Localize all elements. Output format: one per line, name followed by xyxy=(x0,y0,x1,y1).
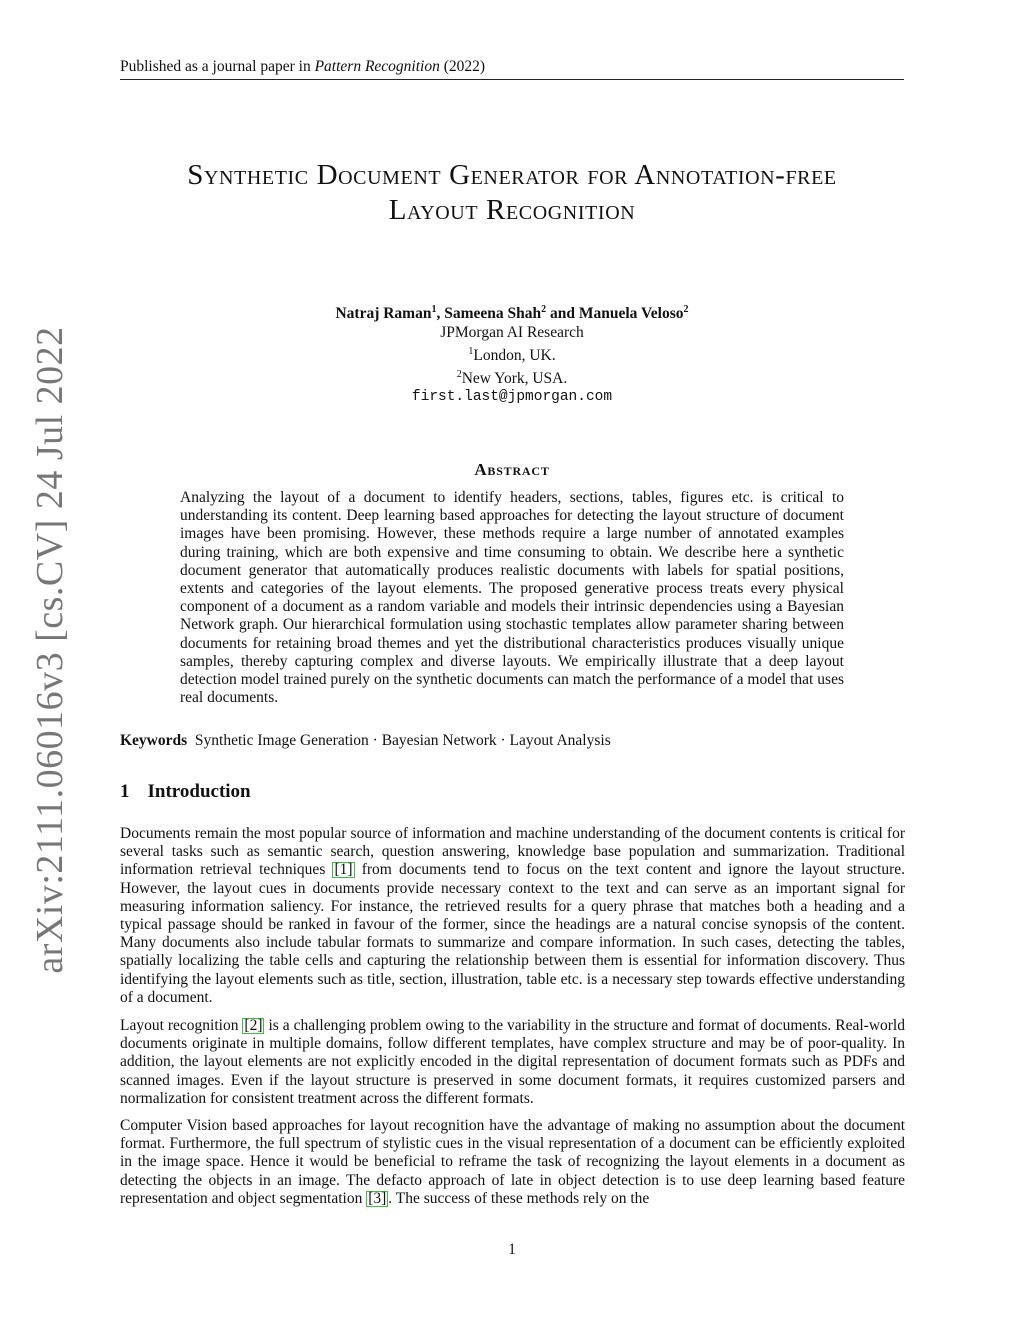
journal-name: Pattern Recognition xyxy=(314,58,440,75)
abstract-heading: Abstract xyxy=(474,460,550,479)
paragraph-1 xyxy=(120,825,905,1007)
location-2-text: New York, USA. xyxy=(461,370,568,388)
keywords-text: Synthetic Image Generation · Bayesian Network · Layout Analysis xyxy=(194,732,611,749)
running-header xyxy=(120,58,904,80)
paragraph-2-text-a: Layout recognition xyxy=(120,1017,243,1034)
author-2: , Sameena Shah xyxy=(436,305,542,323)
paragraph-2-text-b: is a challenging problem owing to the variability in the structure and format of documents. Real-world documents originate in multiple domains, follow different templates, have complex structure and may be of poor-quality. In addition, the layout elements are not explicitly encoded in the digital representation of document formats such as PDFs and scanned images. Even if the layout structure is preserved in some document formats, it requires customized parsers and normalization for consistent treatment across the different formats. xyxy=(120,1017,905,1107)
section-number: 1 xyxy=(120,781,130,802)
abstract-text: Analyzing the layout of a document to identify headers, sections, tables, figures etc. is critical to understanding its content. Deep learning based approaches for detecting the layout structure of document images have been promising. However, these methods require a large number of annotated examples during training, which are both expensive and time consuming to obtain. We describe here a synthetic document generator that automatically produces realistic documents with labels for spatial positions, extents and categories of the layout elements. The proposed generative process treats every physical component of a document as a random variable and models their intrinsic dependencies using a Bayesian Network graph. Our hierarchical formulation using stochastic templates allow parameter sharing between documents for retaining broad themes and yet the distributional characteristics produces visually unique samples, thereby capturing complex and diverse layouts. We empirically illustrate that a deep layout detection model trained purely on the synthetic documents can match the performance of a model that uses real documents. xyxy=(180,489,844,707)
location-1 xyxy=(200,342,824,365)
affil-sup: 2 xyxy=(541,304,547,315)
paper-title xyxy=(100,158,924,228)
affiliation: JPMorgan AI Research xyxy=(440,324,584,342)
email-address: first.last@jpmorgan.com xyxy=(411,389,613,406)
keywords-label: Keywords xyxy=(120,732,188,749)
arxiv-stamp: arXiv:2111.06016v3 [cs.CV] 24 Jul 2022 xyxy=(29,326,71,974)
paragraph-1-text-b: from documents tend to focus on the text content and ignore the layout structure. However, the layout cues in documents provide necessary context to the text and can serve as an important signal for measuring information saliency. For instance, the retrieved results for a query phrase that matches both a heading and a typical passage should be ranked in favour of the former, since the headings are a natural concise synopsis of the content. Many documents also include tabular formats to summarize and compare information. In such cases, detecting the tables, spatially localizing the table cells and capturing the relationship between them is essential for information discovery. Thus identifying the layout elements such as title, section, illustration, table etc. is a necessary step towards effective understanding of a document. xyxy=(120,861,905,1006)
section-title: Introduction xyxy=(147,781,251,802)
affil-sup: 2 xyxy=(456,369,462,381)
affil-sup: 1 xyxy=(468,346,474,358)
citation-link-3[interactable]: [3] xyxy=(368,1189,387,1207)
author-1: Natraj Raman xyxy=(335,305,432,323)
paragraph-1-text-a: Documents remain the most popular source of information and machine understanding of the document contents is critical for several tasks such as semantic search, question answering, knowledge base population and summarization. Traditional information retrieval techniques xyxy=(120,825,905,879)
paragraph-2 xyxy=(120,1017,905,1108)
author-names xyxy=(200,300,824,323)
location-2 xyxy=(200,365,824,388)
page-number: 1 xyxy=(508,1241,516,1258)
title-line-2: Layout Recognition xyxy=(388,194,636,226)
paragraph-3 xyxy=(120,1117,905,1208)
author-block xyxy=(200,300,824,407)
paragraph-3-text-a: Computer Vision based approaches for layout recognition have the advantage of making no assumption about the document format. Furthermore, the full spectrum of stylistic cues in the visual representation of a document can be efficiently exploited in the image space. Hence it would be beneficial to reframe the task of recognizing the layout elements in a document as detecting the objects in an image. The defacto approach of late in object detection is to use deep learning based feature representation and object segmentation xyxy=(120,1117,905,1207)
header-suffix: (2022) xyxy=(439,58,486,75)
section-heading xyxy=(120,781,251,803)
keywords xyxy=(120,732,904,750)
header-prefix: Published as a journal paper in xyxy=(120,58,315,75)
paragraph-3-text-b: . The success of these methods rely on the xyxy=(388,1189,650,1207)
citation-link-2[interactable]: [2] xyxy=(244,1017,263,1034)
citation-link-1[interactable]: [1] xyxy=(334,861,353,879)
author-3: and Manuela Veloso xyxy=(546,305,684,323)
title-line-1: Synthetic Document Generator for Annotation-free xyxy=(187,159,837,191)
affil-sup: 2 xyxy=(683,304,689,315)
location-1-text: London, UK. xyxy=(473,347,556,365)
affil-sup: 1 xyxy=(431,304,437,315)
